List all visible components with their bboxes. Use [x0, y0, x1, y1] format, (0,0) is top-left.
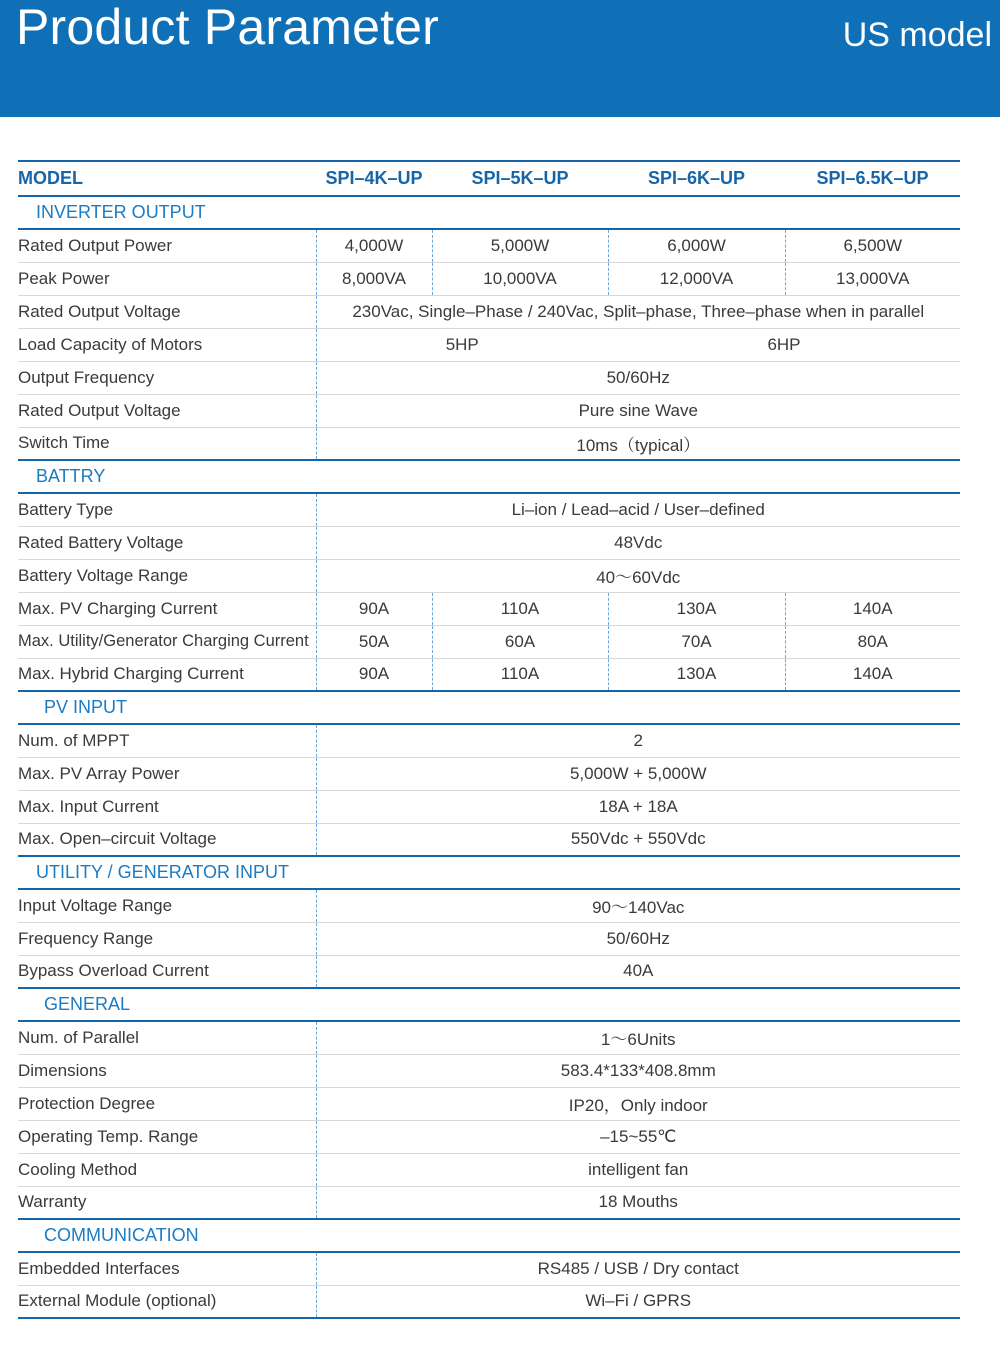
row-value: 18 Mouths — [316, 1186, 960, 1219]
row-label: Rated Output Voltage — [18, 295, 316, 328]
row-label: Protection Degree — [18, 1087, 316, 1120]
section-header-row — [18, 691, 960, 724]
table-row — [18, 658, 960, 691]
row-value: 70A — [608, 625, 785, 658]
section-title: UTILITY / GENERATOR INPUT — [18, 856, 960, 889]
table-row — [18, 427, 960, 460]
row-value: 5,000W — [432, 229, 608, 262]
table-row — [18, 262, 960, 295]
row-value: 90A — [316, 592, 432, 625]
row-label: Num. of MPPT — [18, 724, 316, 757]
table-row — [18, 328, 960, 361]
row-label: Load Capacity of Motors — [18, 328, 316, 361]
table-row — [18, 229, 960, 262]
row-value: 130A — [608, 658, 785, 691]
row-value: 18A + 18A — [316, 790, 960, 823]
table-header-row — [18, 162, 960, 196]
table-row — [18, 823, 960, 856]
table-row — [18, 922, 960, 955]
row-value: 90A — [316, 658, 432, 691]
section-title: PV INPUT — [18, 691, 960, 724]
row-value: 130A — [608, 592, 785, 625]
table-row — [18, 295, 960, 328]
row-value: 13,000VA — [785, 262, 960, 295]
row-label: Battery Voltage Range — [18, 559, 316, 592]
table-row — [18, 394, 960, 427]
table-row — [18, 1186, 960, 1219]
row-label: Dimensions — [18, 1054, 316, 1087]
model-region-label: US model — [842, 16, 992, 54]
row-value: 110A — [432, 658, 608, 691]
row-label: Rated Output Power — [18, 229, 316, 262]
row-value: 1～6Units — [316, 1021, 960, 1054]
column-header-4: SPI–6.5K–UP — [785, 162, 960, 196]
table-row — [18, 592, 960, 625]
page-banner — [0, 0, 1000, 117]
row-value: 50/60Hz — [316, 361, 960, 394]
section-header-row — [18, 196, 960, 229]
row-label: Peak Power — [18, 262, 316, 295]
row-label: Max. Hybrid Charging Current — [18, 658, 316, 691]
row-value: 5HP — [316, 328, 608, 361]
row-value: 48Vdc — [316, 526, 960, 559]
row-label: Rated Battery Voltage — [18, 526, 316, 559]
table-row — [18, 955, 960, 988]
row-value: 12,000VA — [608, 262, 785, 295]
row-label: Embedded Interfaces — [18, 1252, 316, 1285]
section-header-row — [18, 1219, 960, 1252]
row-value: Wi–Fi / GPRS — [316, 1285, 960, 1318]
row-label: Rated Output Voltage — [18, 394, 316, 427]
row-value: 4,000W — [316, 229, 432, 262]
row-value: 2 — [316, 724, 960, 757]
row-value: 40～60Vdc — [316, 559, 960, 592]
row-value: Li–ion / Lead–acid / User–defined — [316, 493, 960, 526]
row-label: Input Voltage Range — [18, 889, 316, 922]
row-value: 50A — [316, 625, 432, 658]
row-value: 6,500W — [785, 229, 960, 262]
row-label: Bypass Overload Current — [18, 955, 316, 988]
product-parameter-table — [18, 162, 960, 1319]
row-label: Operating Temp. Range — [18, 1120, 316, 1153]
column-header-1: SPI–4K–UP — [316, 162, 432, 196]
row-label: Max. PV Array Power — [18, 757, 316, 790]
row-value: 50/60Hz — [316, 922, 960, 955]
section-header-row — [18, 988, 960, 1021]
table-row — [18, 724, 960, 757]
row-label: Max. Utility/Generator Charging Current — [18, 625, 316, 658]
section-title: BATTRY — [18, 460, 960, 493]
row-value: –15~55℃ — [316, 1120, 960, 1153]
section-title: GENERAL — [18, 988, 960, 1021]
row-value: 8,000VA — [316, 262, 432, 295]
column-header-model: MODEL — [18, 162, 316, 196]
table-row — [18, 889, 960, 922]
page-title: Product Parameter — [16, 0, 440, 55]
table-row — [18, 559, 960, 592]
row-value: 140A — [785, 658, 960, 691]
row-label: Switch Time — [18, 427, 316, 460]
row-value: 80A — [785, 625, 960, 658]
row-value: 60A — [432, 625, 608, 658]
row-label: External Module (optional) — [18, 1285, 316, 1318]
table-row — [18, 361, 960, 394]
section-title: INVERTER OUTPUT — [18, 196, 960, 229]
spec-table-wrapper — [18, 160, 960, 1319]
row-value: IP20，Only indoor — [316, 1087, 960, 1120]
row-label: Frequency Range — [18, 922, 316, 955]
row-value: 10ms（typical） — [316, 427, 960, 460]
table-row — [18, 1054, 960, 1087]
column-header-3: SPI–6K–UP — [608, 162, 785, 196]
row-label: Warranty — [18, 1186, 316, 1219]
row-value: 90～140Vac — [316, 889, 960, 922]
row-value: intelligent fan — [316, 1153, 960, 1186]
row-label: Max. PV Charging Current — [18, 592, 316, 625]
table-row — [18, 790, 960, 823]
table-row — [18, 1021, 960, 1054]
row-label: Battery Type — [18, 493, 316, 526]
section-title: COMMUNICATION — [18, 1219, 960, 1252]
row-value: 6,000W — [608, 229, 785, 262]
row-value: 40A — [316, 955, 960, 988]
spec-table-body — [18, 162, 960, 1318]
table-row — [18, 526, 960, 559]
row-value: 230Vac, Single–Phase / 240Vac, Split–phase, Three–phase when in parallel — [316, 295, 960, 328]
row-value: 550Vdc + 550Vdc — [316, 823, 960, 856]
row-label: Cooling Method — [18, 1153, 316, 1186]
row-label: Max. Input Current — [18, 790, 316, 823]
table-row — [18, 1285, 960, 1318]
row-value: 583.4*133*408.8mm — [316, 1054, 960, 1087]
row-label: Num. of Parallel — [18, 1021, 316, 1054]
table-row — [18, 1252, 960, 1285]
row-label: Output Frequency — [18, 361, 316, 394]
section-header-row — [18, 856, 960, 889]
row-value: 10,000VA — [432, 262, 608, 295]
row-value: 140A — [785, 592, 960, 625]
table-row — [18, 1120, 960, 1153]
row-value: 6HP — [608, 328, 960, 361]
table-row — [18, 757, 960, 790]
table-row — [18, 1087, 960, 1120]
section-header-row — [18, 460, 960, 493]
column-header-2: SPI–5K–UP — [432, 162, 608, 196]
row-value: RS485 / USB / Dry contact — [316, 1252, 960, 1285]
row-label: Max. Open–circuit Voltage — [18, 823, 316, 856]
row-value: 110A — [432, 592, 608, 625]
row-value: Pure sine Wave — [316, 394, 960, 427]
table-row — [18, 493, 960, 526]
row-value: 5,000W + 5,000W — [316, 757, 960, 790]
table-row — [18, 625, 960, 658]
table-row — [18, 1153, 960, 1186]
